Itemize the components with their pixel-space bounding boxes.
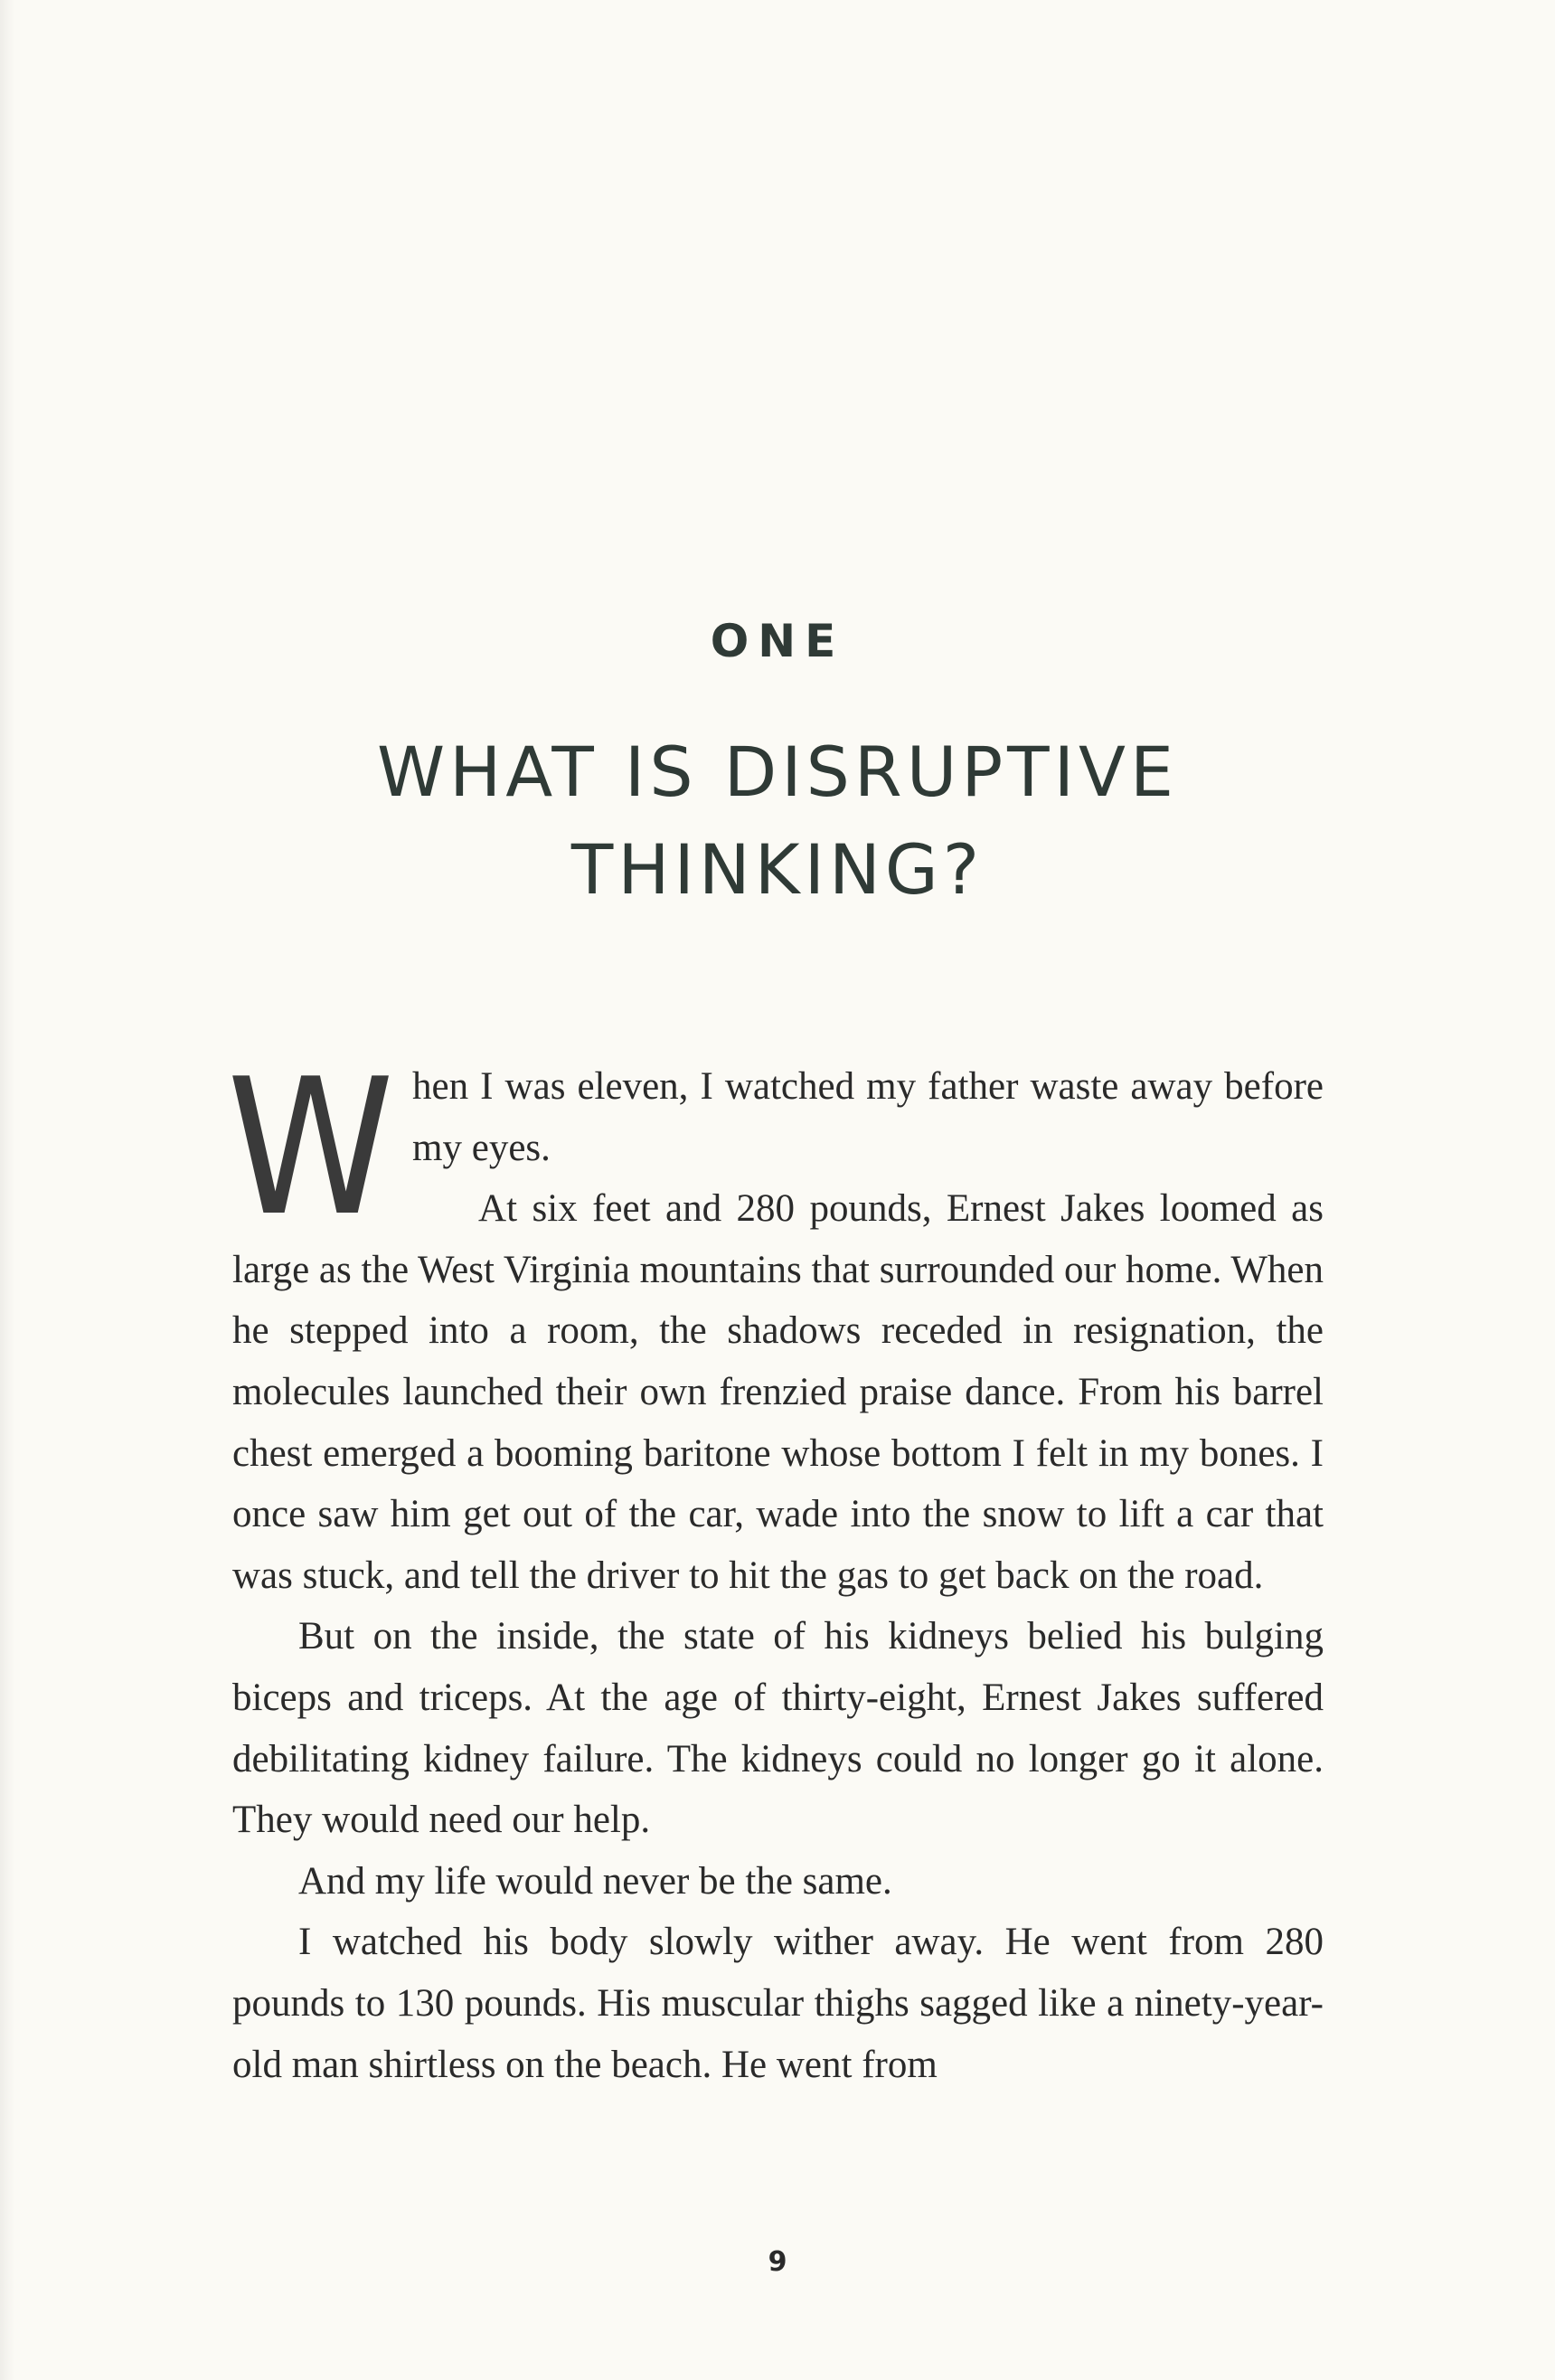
body-text bbox=[227, 1039, 1324, 2095]
chapter-title bbox=[0, 723, 1555, 919]
chapter-number: ONE bbox=[710, 615, 845, 667]
chapter-title-line2: THINKING? bbox=[570, 829, 985, 910]
paragraph-1-text: hen I was eleven, I watched my father waste away before my eyes. bbox=[412, 1065, 1324, 1169]
paragraph-3: But on the inside, the state of his kidneys belied his bulging biceps and triceps. At the age of thirty-eight, Ernest Jakes suffered debilitating kidney failure. The kidneys could no longer go it alone. They would need our help. bbox=[232, 1615, 1324, 1842]
page-number: 9 bbox=[768, 2246, 787, 2278]
drop-cap: W bbox=[227, 1039, 391, 1258]
paragraph-4: And my life would never be the same. bbox=[298, 1859, 892, 1903]
paragraph-5: I watched his body slowly wither away. He went from 280 pounds to 130 pounds. His muscular thighs sagged like a ninety-year-old man shirtless on the beach. He went from bbox=[232, 1921, 1324, 2086]
chapter-title-line1: WHAT IS DISRUPTIVE bbox=[376, 732, 1179, 812]
scan-edge-left bbox=[0, 0, 14, 2380]
paragraph-1 bbox=[227, 1039, 1324, 1258]
paragraph-2: At six feet and 280 pounds, Ernest Jakes loomed as large as the West Virginia mountains that surrounded our home. When he stepped into a room, the shadows receded in resignation, the molecules launched their own frenzied praise dance. From his barrel chest emerged a booming baritone whose bottom I felt in my bones. I once saw him get out of the car, wade into the snow to lift a car that was stuck, and tell the driver to hit the gas to get back on the road. bbox=[232, 1187, 1324, 1597]
